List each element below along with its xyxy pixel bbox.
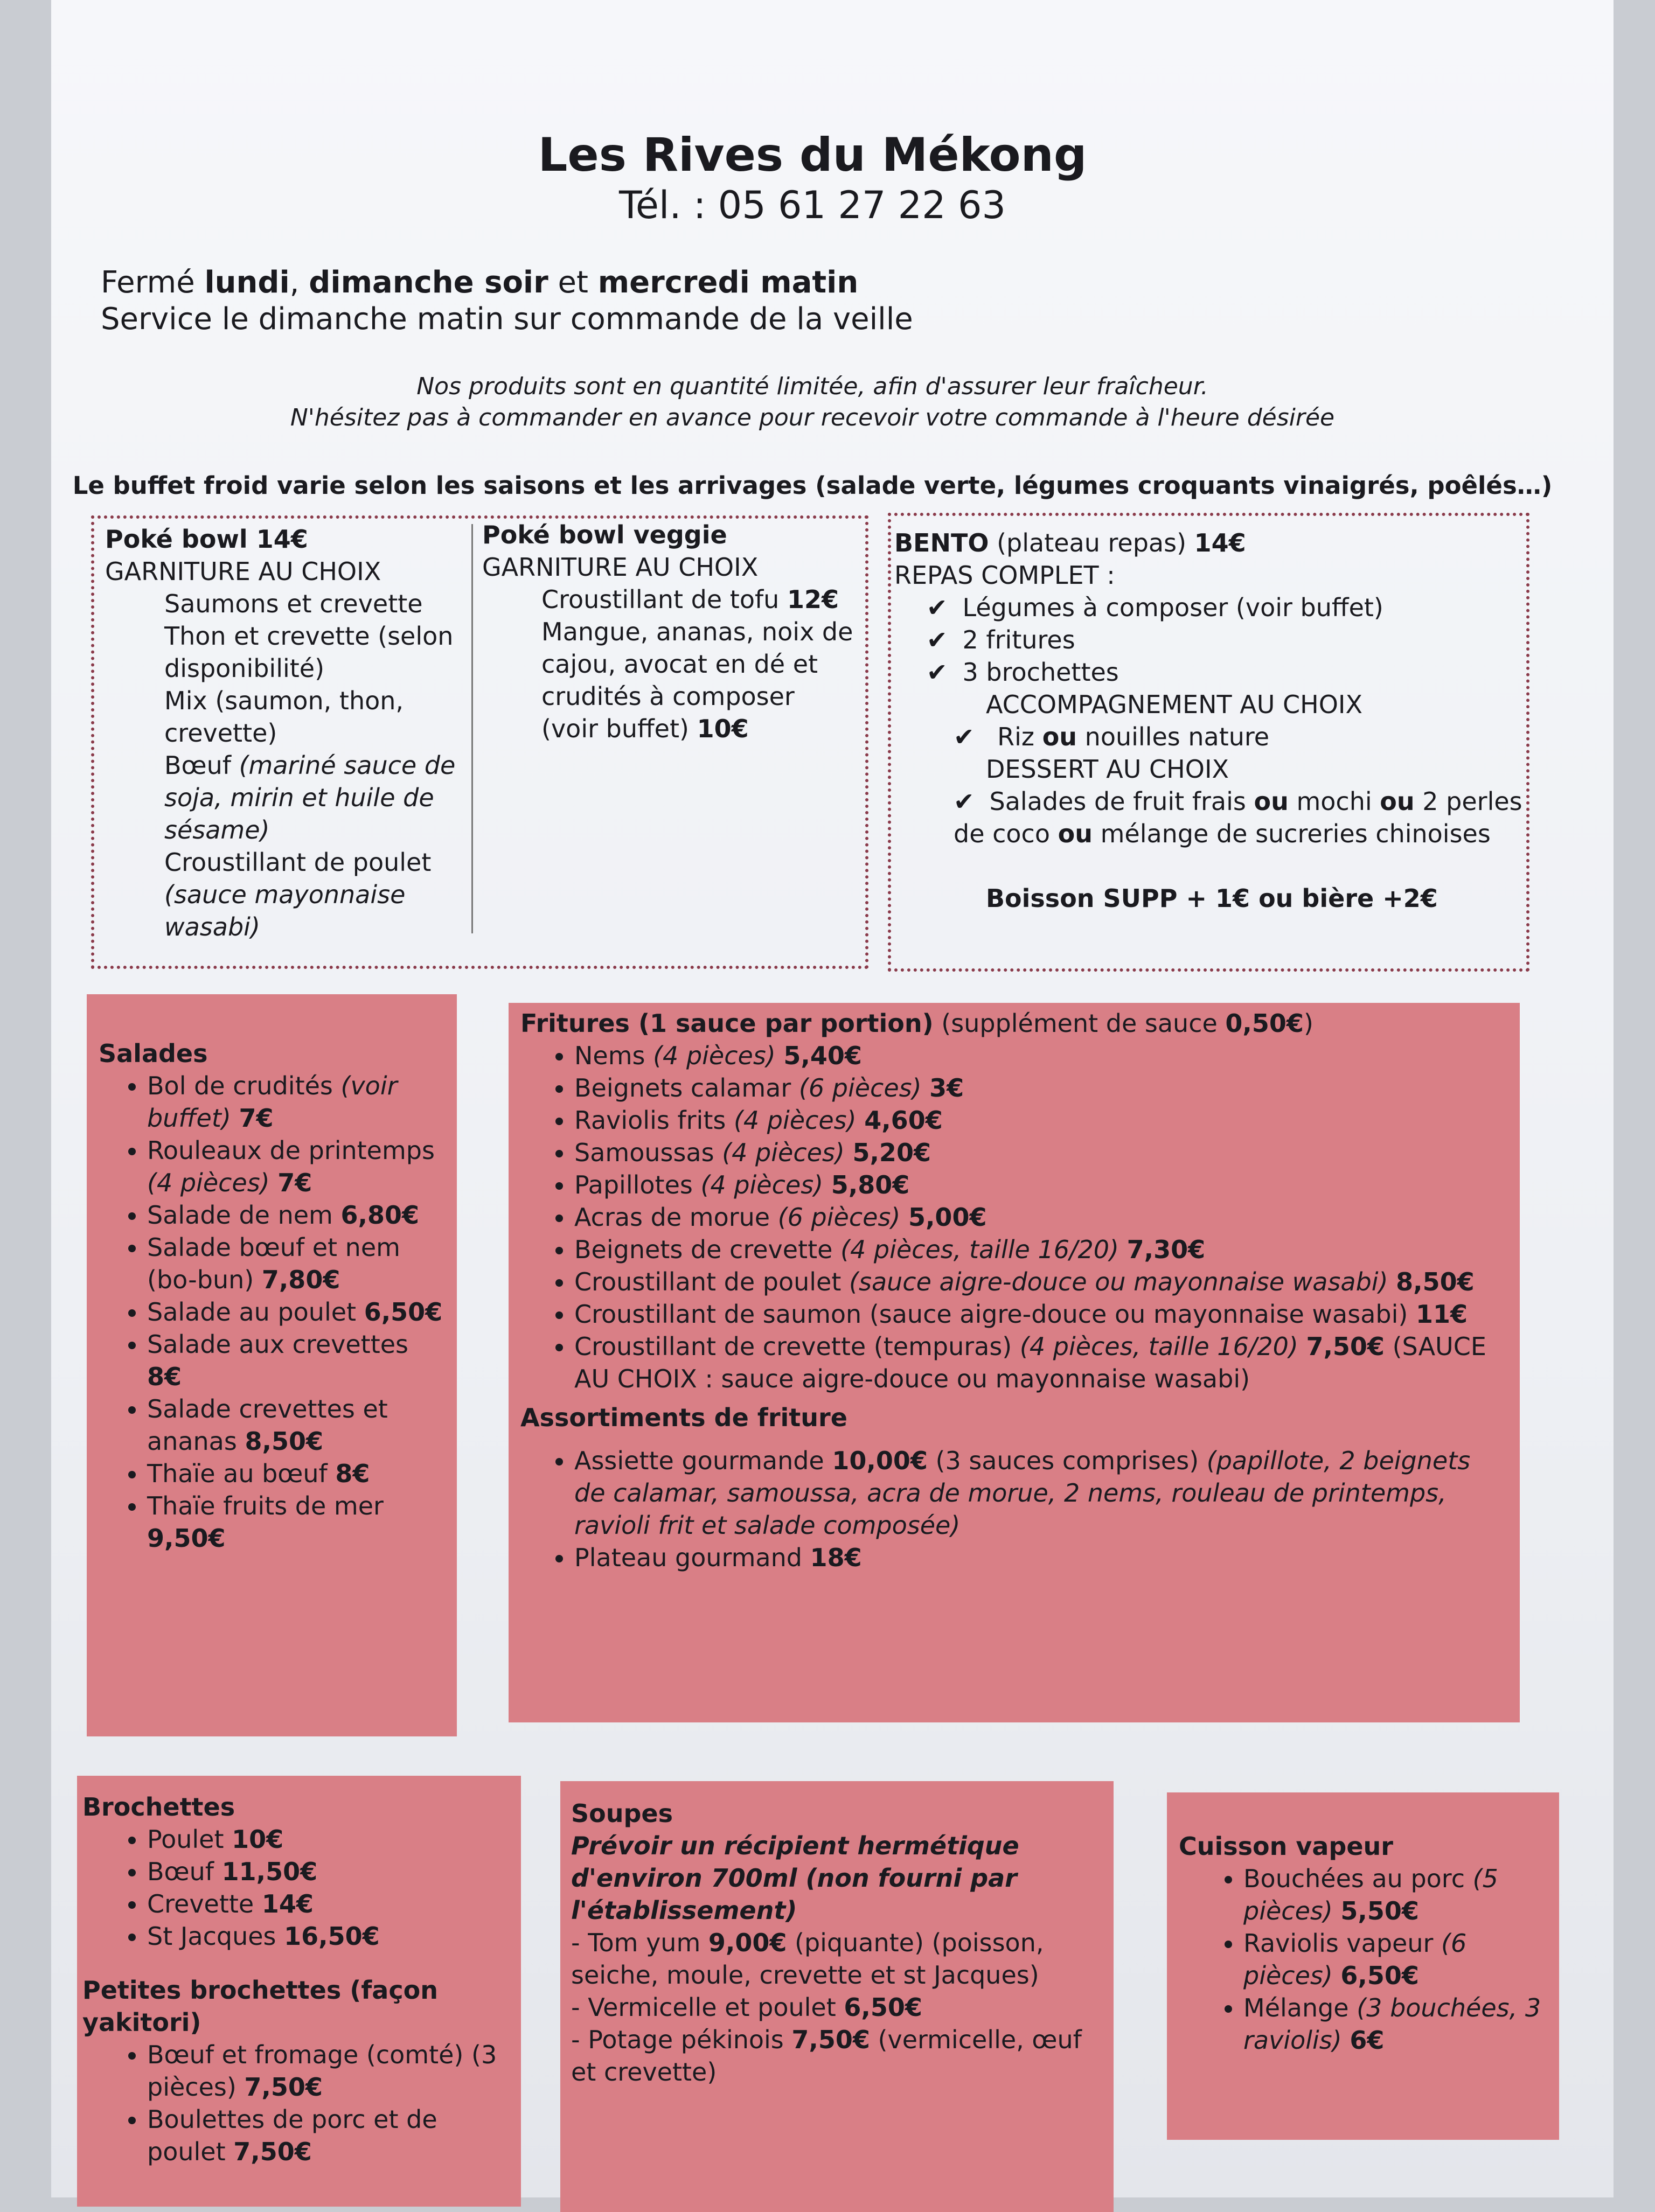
salade-item bbox=[147, 1328, 445, 1393]
poke-item bbox=[164, 846, 461, 943]
fritures-section bbox=[509, 1003, 1520, 1722]
salade-item bbox=[147, 1296, 445, 1328]
text-segment: Thaïe au bœuf bbox=[147, 1459, 336, 1488]
vapeur-title: Cuisson vapeur bbox=[1179, 1832, 1393, 1861]
text-segment: Boulettes de porc et de poulet bbox=[147, 2105, 437, 2166]
assortiment-item bbox=[574, 1445, 1508, 1541]
salade-item bbox=[147, 1134, 445, 1199]
price-or-emphasis: 6,50€ bbox=[1340, 1961, 1419, 1990]
accomp-heading: ACCOMPAGNEMENT AU CHOIX bbox=[986, 690, 1363, 719]
text-segment: Bouchées au porc bbox=[1243, 1864, 1473, 1893]
vapeur-item bbox=[1243, 1992, 1547, 2056]
salade-item bbox=[147, 1231, 445, 1296]
text-segment: Salade bœuf et nem (bo-bun) bbox=[147, 1233, 400, 1294]
poke-item bbox=[164, 620, 461, 685]
veggie-item bbox=[541, 616, 854, 745]
text-segment: (sauce mayonnaise wasabi) bbox=[164, 880, 406, 941]
price-or-emphasis: 8€ bbox=[147, 1362, 182, 1391]
text-segment: Salade aux crevettes bbox=[147, 1330, 409, 1359]
soupes-section bbox=[560, 1781, 1114, 2212]
bento-check-item: ✔ Légumes à composer (voir buffet) bbox=[927, 591, 1523, 624]
text-segment: , bbox=[289, 265, 309, 300]
salades-section bbox=[87, 994, 457, 1736]
poke-item bbox=[164, 588, 461, 620]
brochettes-section bbox=[77, 1776, 521, 2207]
friture-item bbox=[574, 1136, 1508, 1169]
assortiments-title: Assortiments de friture bbox=[520, 1403, 847, 1432]
text-segment: (papillote, 2 beignets de calamar, samoussa, acra de morue, 2 nems, rouleau de printemps, ravioli frit et salade composée) bbox=[574, 1446, 1471, 1540]
bento-check-item: ✔ 2 fritures bbox=[927, 624, 1523, 656]
price-or-emphasis: 5,80€ bbox=[831, 1170, 910, 1199]
text-segment: - Potage pékinois bbox=[571, 2025, 792, 2054]
bento-section bbox=[888, 513, 1529, 972]
veggie-title: Poké bowl veggie bbox=[482, 520, 727, 549]
price-or-emphasis: 9,50€ bbox=[147, 1524, 226, 1553]
brochette-item bbox=[147, 1823, 516, 1855]
text-segment: mochi bbox=[1288, 787, 1380, 816]
price-or-emphasis: 14€ bbox=[261, 1889, 314, 1918]
petite-brochette-item bbox=[147, 2103, 516, 2168]
column-divider bbox=[471, 524, 473, 933]
poke-subtitle: GARNITURE AU CHOIX bbox=[105, 557, 381, 586]
price-or-emphasis: mercredi matin bbox=[597, 265, 859, 300]
friture-item bbox=[574, 1104, 1508, 1136]
salade-item bbox=[147, 1490, 445, 1554]
brochette-item bbox=[147, 1888, 516, 1920]
text-segment: Bœuf bbox=[147, 1857, 222, 1886]
price-or-emphasis: 7,80€ bbox=[261, 1265, 340, 1294]
price-or-emphasis: ou bbox=[1058, 819, 1093, 848]
text-segment: (4 pièces) bbox=[700, 1170, 831, 1199]
text-segment: Mélange bbox=[1243, 1993, 1357, 2022]
dessert-heading: DESSERT AU CHOIX bbox=[986, 755, 1229, 784]
text-segment: - Vermicelle et poulet bbox=[571, 1993, 844, 2022]
price-or-emphasis: ou bbox=[1254, 787, 1289, 816]
text-segment: Bol de crudités bbox=[147, 1071, 341, 1100]
veggie-subtitle: GARNITURE AU CHOIX bbox=[482, 553, 759, 582]
bento-check-item: ✔ 3 brochettes bbox=[927, 656, 1523, 688]
price-or-emphasis: Fritures (1 sauce par portion) bbox=[520, 1009, 934, 1038]
text-segment: Thaïe fruits de mer bbox=[147, 1491, 384, 1520]
text-segment: Raviolis frits bbox=[574, 1106, 734, 1135]
salade-item bbox=[147, 1199, 445, 1231]
text-segment: - Tom yum bbox=[571, 1928, 708, 1957]
vapeur-section bbox=[1167, 1792, 1559, 2140]
text-segment: (6 pièces) bbox=[798, 1073, 930, 1102]
price-or-emphasis: 10,00€ bbox=[832, 1446, 928, 1475]
closing-days bbox=[101, 265, 858, 300]
text-segment: (piquante) (poisson, seiche, moule, crevette et st Jacques) bbox=[571, 1928, 1044, 1990]
price-or-emphasis: 7,30€ bbox=[1126, 1235, 1206, 1264]
buffet-note: Le buffet froid varie selon les saisons et les arrivages (salade verte, légumes croquants vinaigrés, poêlés…) bbox=[72, 471, 1553, 500]
text-segment: Assiette gourmande bbox=[574, 1446, 832, 1475]
text-segment: (voir buffet) bbox=[147, 1071, 398, 1133]
bento-title bbox=[894, 527, 1523, 559]
price-or-emphasis: 10€ bbox=[232, 1825, 284, 1854]
assortiment-item bbox=[574, 1541, 1508, 1574]
salades-title: Salades bbox=[99, 1039, 208, 1068]
text-segment: Salade au poulet bbox=[147, 1297, 364, 1327]
price-or-emphasis: 6,50€ bbox=[364, 1297, 443, 1327]
text-segment: Acras de morue bbox=[574, 1203, 778, 1232]
text-segment: (4 pièces) bbox=[653, 1041, 784, 1070]
price-or-emphasis: 11€ bbox=[1415, 1300, 1468, 1329]
text-segment: (plateau repas) bbox=[989, 528, 1194, 557]
text-segment: Plateau gourmand bbox=[574, 1543, 810, 1572]
text-segment: Papillotes bbox=[574, 1170, 701, 1199]
text-segment: Salades de fruit frais bbox=[989, 787, 1254, 816]
price-or-emphasis: 18€ bbox=[810, 1543, 862, 1572]
text-segment: et bbox=[548, 265, 598, 300]
price-or-emphasis: 7,50€ bbox=[1306, 1332, 1385, 1361]
price-or-emphasis: 9,00€ bbox=[708, 1928, 787, 1957]
text-segment: Poulet bbox=[147, 1825, 232, 1854]
text-segment: nouilles nature bbox=[1077, 722, 1270, 751]
friture-item bbox=[574, 1201, 1508, 1233]
text-segment: (vermicelle, œuf et crevette) bbox=[571, 2025, 1082, 2087]
accomp-item bbox=[954, 721, 1523, 753]
vapeur-item bbox=[1243, 1862, 1547, 1927]
text-segment: Bœuf et fromage (comté) (3 pièces) bbox=[147, 2040, 497, 2102]
dessert-item bbox=[954, 785, 1523, 850]
text-segment: Fermé bbox=[101, 265, 205, 300]
price-or-emphasis: 6,50€ bbox=[844, 1993, 922, 2022]
text-segment: (4 pièces, taille 16/20) bbox=[1019, 1332, 1306, 1361]
text-segment: (4 pièces) bbox=[722, 1138, 853, 1167]
text-segment: Riz bbox=[989, 722, 1042, 751]
order-ahead-note: N'hésitez pas à commander en avance pour recevoir votre commande à l'heure désirée bbox=[290, 404, 1335, 431]
text-segment: Beignets de crevette bbox=[574, 1235, 841, 1264]
friture-item bbox=[574, 1072, 1508, 1104]
bento-subtitle: REPAS COMPLET : bbox=[894, 561, 1115, 590]
text-segment: Thon et crevette (selon disponibilité) bbox=[164, 622, 454, 683]
text-segment: Croustillant de poulet bbox=[164, 848, 432, 877]
price-or-emphasis: 12€ bbox=[787, 585, 839, 614]
price-or-emphasis: 5,50€ bbox=[1340, 1896, 1419, 1925]
price-or-emphasis: 7€ bbox=[239, 1104, 274, 1133]
text-segment: Mix (saumon, thon, crevette) bbox=[164, 686, 404, 748]
text-segment: ) bbox=[1303, 1009, 1313, 1038]
brochette-item bbox=[147, 1855, 516, 1888]
price-or-emphasis: 6€ bbox=[1350, 2026, 1385, 2055]
text-segment: (3 bouchées, 3 raviolis) bbox=[1243, 1993, 1541, 2055]
text-segment: Bœuf bbox=[164, 751, 239, 780]
price-or-emphasis: 11,50€ bbox=[221, 1857, 318, 1886]
text-segment: (4 pièces, taille 16/20) bbox=[840, 1235, 1127, 1264]
text-segment: Salade crevettes et ananas bbox=[147, 1394, 388, 1456]
poke-item bbox=[164, 685, 461, 749]
text-segment: Saumons et crevette bbox=[164, 589, 423, 618]
text-segment: St Jacques bbox=[147, 1922, 284, 1951]
soupe-item bbox=[571, 1927, 1103, 1991]
restaurant-name: Les Rives du Mékong bbox=[538, 128, 1087, 182]
sunday-service: Service le dimanche matin sur commande de la veille bbox=[101, 302, 913, 337]
text-segment: (SAUCE AU CHOIX : sauce aigre-douce ou mayonnaise wasabi) bbox=[574, 1332, 1486, 1393]
text-segment: Crevette bbox=[147, 1889, 262, 1918]
text-segment: Raviolis vapeur bbox=[1243, 1929, 1442, 1958]
fritures-title bbox=[520, 1007, 1508, 1039]
price-or-emphasis: dimanche soir bbox=[309, 265, 548, 300]
text-segment: Croustillant de tofu bbox=[541, 585, 787, 614]
brochette-item bbox=[147, 1920, 516, 1952]
soupe-item bbox=[571, 2023, 1103, 2088]
text-segment: (4 pièces) bbox=[147, 1168, 278, 1197]
poke-title: Poké bowl 14€ bbox=[105, 525, 308, 554]
price-or-emphasis: 8,50€ bbox=[245, 1427, 323, 1456]
price-or-emphasis: 4,60€ bbox=[864, 1106, 943, 1135]
text-segment: Salade de nem bbox=[147, 1201, 341, 1230]
text-segment: Samoussas bbox=[574, 1138, 722, 1167]
price-or-emphasis: 7,50€ bbox=[791, 2025, 870, 2054]
price-or-emphasis: 5,20€ bbox=[852, 1138, 931, 1167]
price-or-emphasis: 5,00€ bbox=[908, 1203, 987, 1232]
price-or-emphasis: ou bbox=[1042, 722, 1077, 751]
vapeur-item bbox=[1243, 1927, 1547, 1992]
price-or-emphasis: 6,80€ bbox=[340, 1201, 420, 1230]
brochettes-title: Brochettes bbox=[82, 1792, 235, 1822]
price-or-emphasis: 5,40€ bbox=[783, 1041, 862, 1070]
text-segment: Croustillant de poulet bbox=[574, 1267, 850, 1296]
price-or-emphasis: 7,50€ bbox=[233, 2137, 312, 2166]
veggie-item bbox=[541, 583, 854, 616]
friture-item bbox=[574, 1298, 1508, 1330]
text-segment: Beignets calamar bbox=[574, 1073, 799, 1102]
friture-item bbox=[574, 1039, 1508, 1072]
friture-item bbox=[574, 1169, 1508, 1201]
price-or-emphasis: BENTO bbox=[894, 528, 989, 557]
poke-section bbox=[91, 515, 868, 969]
price-or-emphasis: 10€ bbox=[697, 714, 749, 743]
text-segment: 2 perles de coco bbox=[954, 787, 1522, 848]
price-or-emphasis: 7,50€ bbox=[244, 2073, 323, 2102]
friture-item bbox=[574, 1330, 1508, 1395]
poke-item bbox=[164, 749, 461, 846]
petites-brochettes-title: Petites brochettes (façon yakitori) bbox=[82, 1976, 438, 2037]
text-segment: Rouleaux de printemps bbox=[147, 1136, 435, 1165]
limited-note: Nos produits sont en quantité limitée, afin d'assurer leur fraîcheur. bbox=[416, 373, 1208, 400]
price-or-emphasis: 8,50€ bbox=[1396, 1267, 1475, 1296]
price-or-emphasis: 7€ bbox=[277, 1168, 312, 1197]
soupe-item bbox=[571, 1991, 1103, 2023]
salade-item bbox=[147, 1457, 445, 1490]
price-or-emphasis: ou bbox=[1380, 787, 1415, 816]
text-segment: (mariné sauce de soja, mirin et huile de sésame) bbox=[164, 751, 456, 845]
text-segment: (4 pièces) bbox=[733, 1106, 865, 1135]
text-segment: (6 pièces) bbox=[1243, 1929, 1467, 1990]
text-segment: (3 sauces comprises) bbox=[927, 1446, 1207, 1475]
text-segment: (6 pièces) bbox=[777, 1203, 908, 1232]
price-or-emphasis: 16,50€ bbox=[284, 1922, 380, 1951]
text-segment: Mangue, ananas, noix de cajou, avocat en dé et crudités à composer (voir buffet) bbox=[541, 617, 853, 743]
friture-item bbox=[574, 1233, 1508, 1266]
petite-brochette-item bbox=[147, 2039, 516, 2103]
salade-item bbox=[147, 1070, 445, 1134]
text-segment: (sauce aigre-douce ou mayonnaise wasabi) bbox=[849, 1267, 1396, 1296]
text-segment: (supplément de sauce bbox=[933, 1009, 1226, 1038]
friture-item bbox=[574, 1266, 1508, 1298]
price-or-emphasis: 0,50€ bbox=[1225, 1009, 1304, 1038]
price-or-emphasis: lundi bbox=[204, 265, 290, 300]
text-segment: Croustillant de crevette (tempuras) bbox=[574, 1332, 1020, 1361]
drink-supplement: Boisson SUPP + 1€ ou bière +2€ bbox=[986, 884, 1438, 913]
text-segment: Croustillant de saumon (sauce aigre-douce ou mayonnaise wasabi) bbox=[574, 1300, 1416, 1329]
price-or-emphasis: 14€ bbox=[1194, 528, 1246, 557]
text-segment: Nems bbox=[574, 1041, 653, 1070]
text-segment: (5 pièces) bbox=[1243, 1864, 1498, 1925]
text-segment: mélange de sucreries chinoises bbox=[1092, 819, 1491, 848]
soupes-container-note: Prévoir un récipient hermétique d'environ 700ml (non fourni par l'établissement) bbox=[571, 1831, 1019, 1925]
phone-number: Tél. : 05 61 27 22 63 bbox=[618, 183, 1006, 227]
salade-item bbox=[147, 1393, 445, 1457]
price-or-emphasis: 8€ bbox=[335, 1459, 370, 1488]
price-or-emphasis: 3€ bbox=[929, 1073, 964, 1102]
soupes-title: Soupes bbox=[571, 1799, 673, 1828]
